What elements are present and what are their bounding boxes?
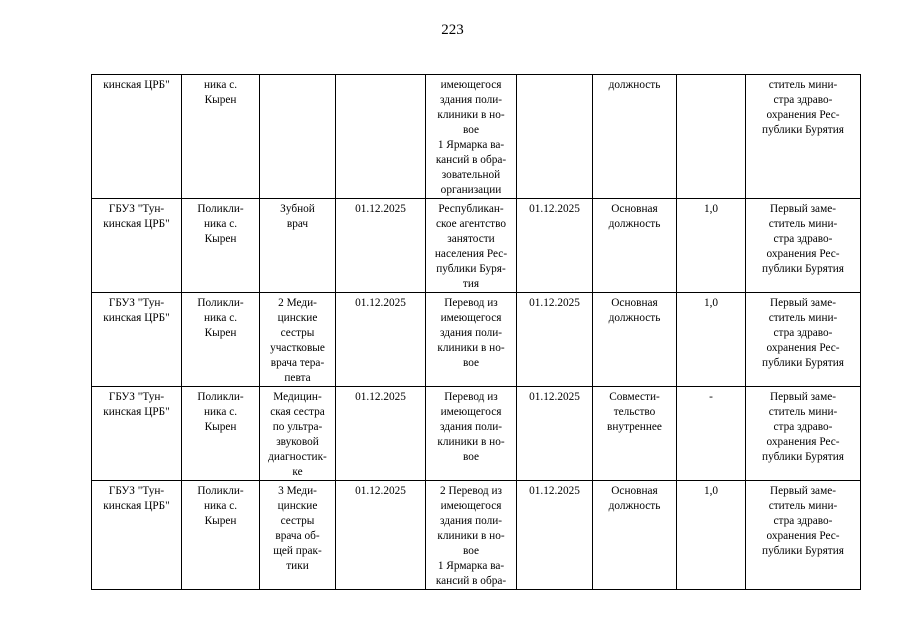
rate-cell: 1,0 xyxy=(677,481,746,590)
table-row xyxy=(92,199,861,293)
unit-cell: Поликли- ника с. Кырен xyxy=(182,481,260,590)
rate-cell xyxy=(677,75,746,199)
rate-cell: 1,0 xyxy=(677,293,746,387)
source-cell: Перевод из имеющегося здания поли- клиники в но- вое xyxy=(426,293,517,387)
rate-cell: 1,0 xyxy=(677,199,746,293)
employment-type-cell: Основная должность xyxy=(593,293,677,387)
table-row xyxy=(92,481,861,590)
org-cell: ГБУЗ "Тун- кинская ЦРБ" xyxy=(92,293,182,387)
rate-cell: - xyxy=(677,387,746,481)
document-table xyxy=(91,74,861,590)
responsible-cell: Первый заме- ститель мини- стра здраво- охранения Рес- публики Бурятия xyxy=(746,387,861,481)
responsible-cell: Первый заме- ститель мини- стра здраво- охранения Рес- публики Бурятия xyxy=(746,481,861,590)
source-cell: имеющегося здания поли- клиники в но- вое 1 Ярмарка ва- кансий в обра- зовательной организации xyxy=(426,75,517,199)
date-from-cell: 01.12.2025 xyxy=(336,293,426,387)
date-from-cell: 01.12.2025 xyxy=(336,199,426,293)
org-cell: ГБУЗ "Тун- кинская ЦРБ" xyxy=(92,199,182,293)
position-cell: Зубной врач xyxy=(260,199,336,293)
date-to-cell: 01.12.2025 xyxy=(517,481,593,590)
table-row xyxy=(92,387,861,481)
table-row xyxy=(92,75,861,199)
date-from-cell: 01.12.2025 xyxy=(336,481,426,590)
date-from-cell: 01.12.2025 xyxy=(336,387,426,481)
position-cell: 3 Меди- цинские сестры врача об- щей прак- тики xyxy=(260,481,336,590)
unit-cell: Поликли- ника с. Кырен xyxy=(182,387,260,481)
date-from-cell xyxy=(336,75,426,199)
unit-cell: Поликли- ника с. Кырен xyxy=(182,293,260,387)
responsible-cell: ститель мини- стра здраво- охранения Рес- публики Бурятия xyxy=(746,75,861,199)
position-cell: Медицин- ская сестра по ультра- звуковой диагностик- ке xyxy=(260,387,336,481)
responsible-cell: Первый заме- ститель мини- стра здраво- охранения Рес- публики Бурятия xyxy=(746,293,861,387)
source-cell: Перевод из имеющегося здания поли- клиники в но- вое xyxy=(426,387,517,481)
employment-type-cell: Основная должность xyxy=(593,481,677,590)
date-to-cell xyxy=(517,75,593,199)
position-cell xyxy=(260,75,336,199)
date-to-cell: 01.12.2025 xyxy=(517,199,593,293)
date-to-cell: 01.12.2025 xyxy=(517,387,593,481)
source-cell: 2 Перевод из имеющегося здания поли- клиники в но- вое 1 Ярмарка ва- кансий в обра- xyxy=(426,481,517,590)
org-cell: ГБУЗ "Тун- кинская ЦРБ" xyxy=(92,481,182,590)
org-cell: ГБУЗ "Тун- кинская ЦРБ" xyxy=(92,387,182,481)
date-to-cell: 01.12.2025 xyxy=(517,293,593,387)
responsible-cell: Первый заме- ститель мини- стра здраво- охранения Рес- публики Бурятия xyxy=(746,199,861,293)
unit-cell: Поликли- ника с. Кырен xyxy=(182,199,260,293)
table-row xyxy=(92,293,861,387)
employment-type-cell: должность xyxy=(593,75,677,199)
unit-cell: ника с. Кырен xyxy=(182,75,260,199)
org-cell: кинская ЦРБ" xyxy=(92,75,182,199)
employment-type-cell: Совмести- тельство внутреннее xyxy=(593,387,677,481)
page-number: 223 xyxy=(441,22,464,38)
source-cell: Республикан- ское агентство занятости населения Рес- публики Буря- тия xyxy=(426,199,517,293)
position-cell: 2 Меди- цинские сестры участковые врача тера- певта xyxy=(260,293,336,387)
employment-type-cell: Основная должность xyxy=(593,199,677,293)
